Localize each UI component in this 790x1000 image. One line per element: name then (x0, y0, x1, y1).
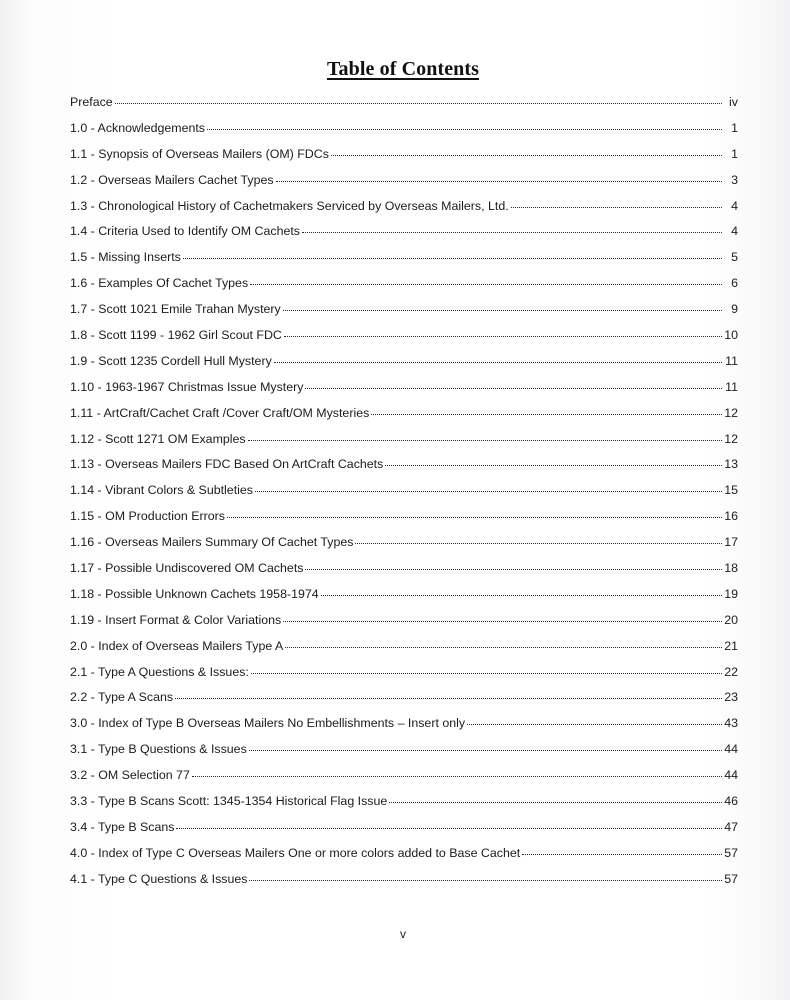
toc-entry (70, 406, 738, 432)
dot-leader (176, 827, 722, 829)
dot-leader (192, 775, 722, 777)
page-number: v (400, 927, 406, 941)
toc-entry-page: 44 (724, 742, 738, 757)
toc-entry (70, 354, 738, 380)
table-of-contents (70, 95, 738, 898)
toc-entry (70, 224, 738, 250)
toc-entry-page: 11 (725, 379, 738, 394)
toc-entry-label: 3.4 - Type B Scans (70, 819, 175, 834)
toc-entry-page: 3 (731, 172, 738, 187)
toc-entry-label: 1.1 - Synopsis of Overseas Mailers (OM) FDCs (70, 146, 329, 161)
page-title: Table of Contents (326, 58, 480, 80)
toc-entry-label: 1.3 - Chronological History of Cachetmakers Serviced by Overseas Mailers, Ltd. (70, 198, 509, 213)
dot-leader (227, 516, 722, 518)
toc-entry (70, 716, 738, 742)
dot-leader (248, 439, 722, 441)
dot-leader (511, 206, 722, 208)
toc-entry-label: 1.2 - Overseas Mailers Cachet Types (70, 172, 274, 187)
toc-entry-page: 1 (731, 146, 738, 161)
toc-entry-label: 1.0 - Acknowledgements (70, 120, 205, 135)
dot-leader (283, 620, 722, 622)
dot-leader (305, 387, 722, 389)
dot-leader (183, 257, 722, 259)
toc-entry-label: 1.17 - Possible Undiscovered OM Cachets (70, 561, 304, 576)
toc-entry (70, 794, 738, 820)
toc-entry (70, 432, 738, 458)
dot-leader (355, 542, 722, 544)
toc-entry-label: 2.1 - Type A Questions & Issues: (70, 664, 249, 679)
toc-entry (70, 483, 738, 509)
toc-entry (70, 613, 738, 639)
toc-entry-page: 46 (724, 794, 738, 809)
toc-entry-label: 1.13 - Overseas Mailers FDC Based On ArtCraft Cachets (70, 457, 384, 472)
toc-entry (70, 147, 738, 173)
toc-entry-page: 13 (724, 457, 738, 472)
dot-leader (385, 464, 722, 466)
dot-leader (283, 309, 722, 311)
toc-entry-label: 1.12 - Scott 1271 OM Examples (70, 431, 246, 446)
dot-leader (175, 697, 722, 699)
dot-leader (389, 801, 722, 803)
toc-entry-page: 57 (724, 871, 738, 886)
toc-entry-label: 3.0 - Index of Type B Overseas Mailers No Embellishments – Insert only (70, 716, 466, 731)
dot-leader (249, 879, 722, 881)
toc-entry-page: 19 (724, 586, 738, 601)
toc-entry (70, 690, 738, 716)
toc-entry-page: 43 (724, 716, 738, 731)
toc-entry-page: 22 (724, 664, 738, 679)
toc-entry-label: 1.15 - OM Production Errors (70, 509, 225, 524)
toc-entry (70, 457, 738, 483)
toc-entry-label: 2.2 - Type A Scans (70, 690, 174, 705)
toc-entry-label: 1.18 - Possible Unknown Cachets 1958-1974 (70, 586, 319, 601)
toc-entry-page: 15 (724, 483, 738, 498)
toc-entry-page: 21 (724, 638, 738, 653)
dot-leader (115, 102, 722, 104)
toc-entry-page: 1 (731, 120, 738, 135)
dot-leader (207, 128, 722, 130)
toc-entry (70, 276, 738, 302)
toc-entry-label: 1.4 - Criteria Used to Identify OM Cachets (70, 224, 301, 239)
toc-entry (70, 665, 738, 691)
toc-entry (70, 639, 738, 665)
dot-leader (251, 672, 722, 674)
toc-entry (70, 561, 738, 587)
toc-entry (70, 328, 738, 354)
toc-entry (70, 742, 738, 768)
toc-entry-page: 17 (724, 535, 738, 550)
toc-entry-label: 1.14 - Vibrant Colors & Subtleties (70, 483, 253, 498)
dot-leader (305, 568, 722, 570)
toc-entry-page: 57 (724, 845, 738, 860)
toc-entry (70, 587, 738, 613)
toc-entry (70, 199, 738, 225)
toc-entry (70, 173, 738, 199)
toc-entry (70, 121, 738, 147)
toc-entry (70, 380, 738, 406)
toc-entry-page: 5 (731, 250, 738, 265)
toc-entry-label: 3.2 - OM Selection 77 (70, 768, 190, 783)
toc-entry-label: 1.10 - 1963-1967 Christmas Issue Mystery (70, 379, 304, 394)
toc-entry-label: 1.5 - Missing Inserts (70, 250, 181, 265)
toc-entry-page: iv (729, 95, 738, 109)
toc-entry-label: 3.1 - Type B Questions & Issues (70, 742, 247, 757)
dot-leader (467, 723, 722, 725)
toc-entry-label: 1.6 - Examples Of Cachet Types (70, 276, 249, 291)
dot-leader (274, 361, 722, 363)
toc-entry-page: 20 (724, 612, 738, 627)
dot-leader (522, 853, 722, 855)
toc-entry-label: 1.7 - Scott 1021 Emile Trahan Mystery (70, 302, 281, 317)
dot-leader (249, 749, 722, 751)
toc-entry-page: 9 (731, 302, 738, 317)
toc-entry-page: 11 (725, 353, 738, 368)
toc-entry-page: 16 (724, 509, 738, 524)
toc-entry (70, 302, 738, 328)
toc-entry-page: 47 (724, 819, 738, 834)
dot-leader (276, 180, 722, 182)
toc-entry (70, 768, 738, 794)
dot-leader (255, 490, 722, 492)
dot-leader (250, 283, 722, 285)
toc-entry (70, 820, 738, 846)
toc-entry-label: 2.0 - Index of Overseas Mailers Type A (70, 638, 284, 653)
toc-entry-page: 12 (724, 405, 738, 420)
toc-entry-label: 4.0 - Index of Type C Overseas Mailers One or more colors added to Base Cachet (70, 845, 521, 860)
toc-entry-page: 4 (731, 198, 738, 213)
toc-entry (70, 872, 738, 898)
toc-entry-page: 6 (731, 276, 738, 291)
toc-entry-label: 1.19 - Insert Format & Color Variations (70, 612, 282, 627)
toc-entry-label: 4.1 - Type C Questions & Issues (70, 871, 248, 886)
toc-entry-page: 23 (724, 690, 738, 705)
toc-entry-label: 1.8 - Scott 1199 - 1962 Girl Scout FDC (70, 328, 282, 343)
dot-leader (302, 231, 722, 233)
toc-entry-page: 44 (724, 768, 738, 783)
dot-leader (331, 154, 722, 156)
toc-entry-page: 12 (724, 431, 738, 446)
toc-entry-page: 10 (724, 328, 738, 343)
toc-entry-page: 18 (724, 561, 738, 576)
toc-entry (70, 509, 738, 535)
toc-entry (70, 250, 738, 276)
dot-leader (371, 413, 722, 415)
toc-entry (70, 846, 738, 872)
toc-entry-label: Preface (70, 95, 113, 109)
toc-entry (70, 95, 738, 121)
dot-leader (321, 594, 722, 596)
toc-entry-label: 3.3 - Type B Scans Scott: 1345-1354 Historical Flag Issue (70, 794, 388, 809)
dot-leader (284, 335, 722, 337)
dot-leader (285, 646, 722, 648)
toc-entry (70, 535, 738, 561)
toc-entry-page: 4 (731, 224, 738, 239)
toc-entry-label: 1.11 - ArtCraft/Cachet Craft /Cover Craft/OM Mysteries (70, 405, 370, 420)
toc-entry-label: 1.9 - Scott 1235 Cordell Hull Mystery (70, 353, 272, 368)
toc-entry-label: 1.16 - Overseas Mailers Summary Of Cachet Types (70, 535, 354, 550)
